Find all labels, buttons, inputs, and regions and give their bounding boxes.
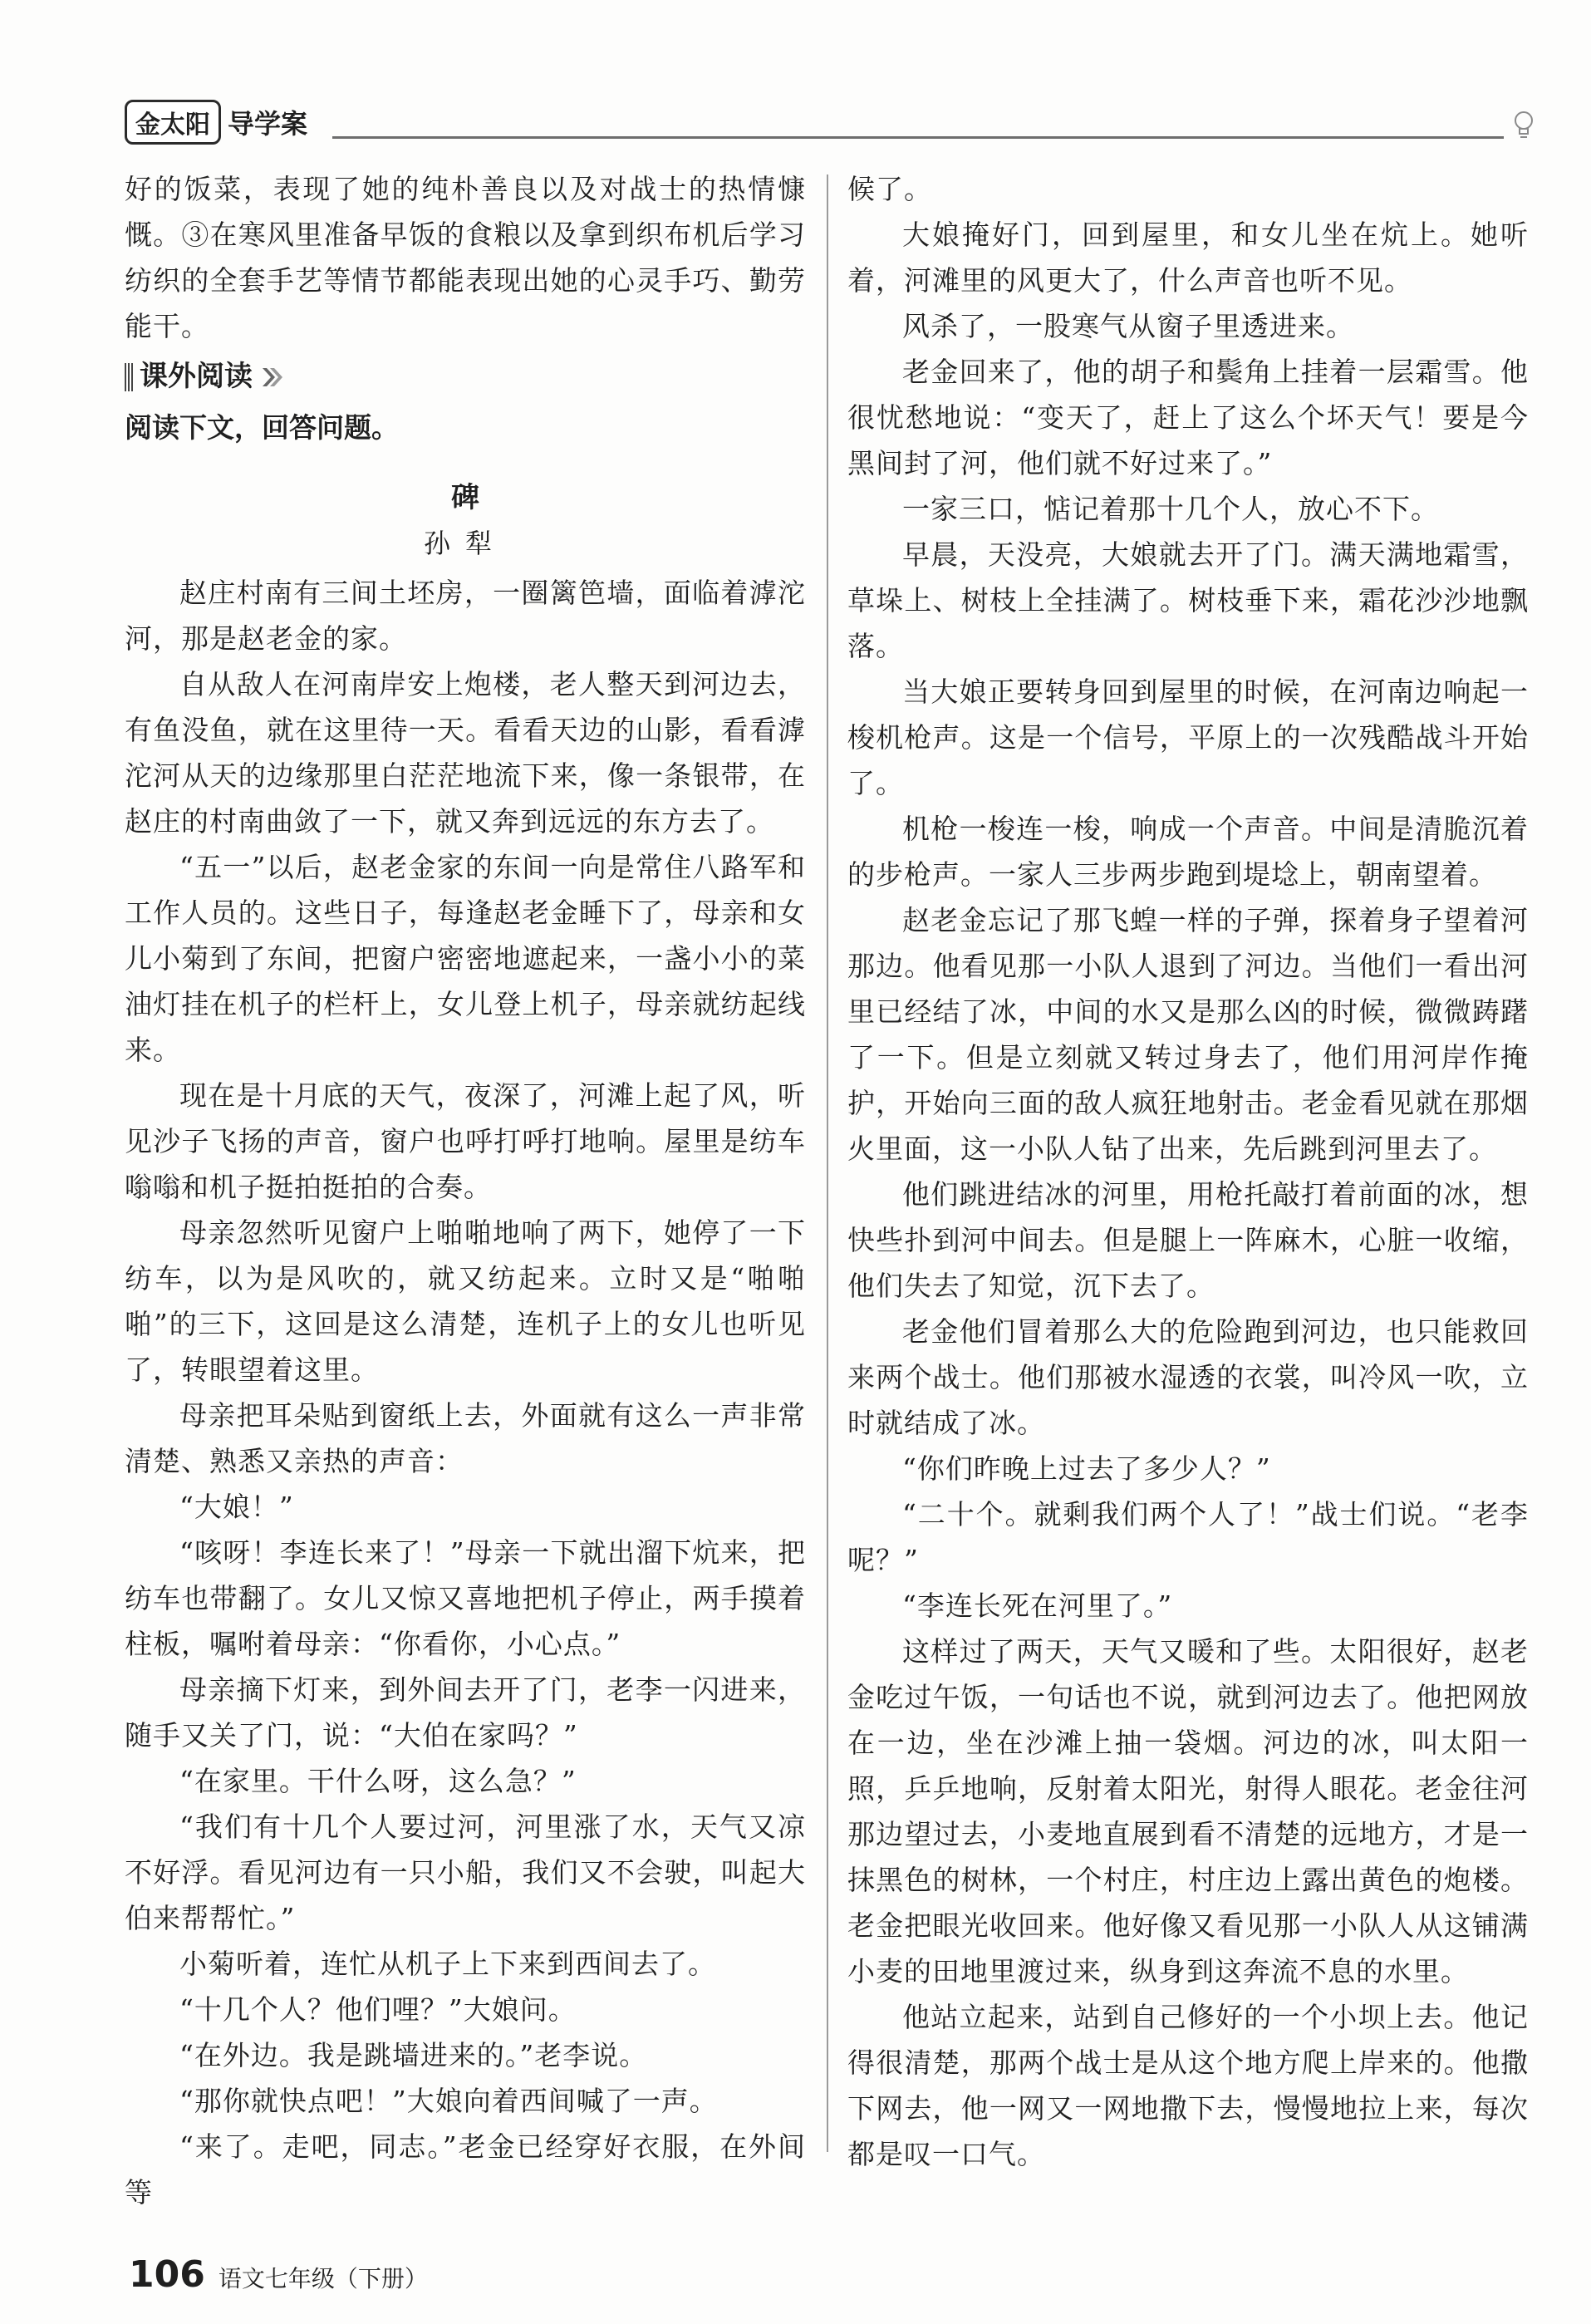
paragraph: 老金回来了，他的胡子和鬓角上挂着一层霜雪。他很忧愁地说：“变天了，赶上了这么个坏天气！要是今黑间封了河，他们就不好过来了。” <box>847 356 1529 479</box>
paragraph: “大娘！” <box>179 1491 294 1523</box>
section-bar-icon <box>125 363 133 391</box>
page-footer <box>129 2253 428 2296</box>
paragraph: “那你就快点吧！”大娘向着西间喊了一声。 <box>179 2085 718 2117</box>
paragraph: 他站立起来，站到自己修好的一个小坝上去。他记得很清楚，那两个战士是从这个地方爬上岸来的。他撒下网去，他一网又一网地撒下去，慢慢地拉上来，每次都是叹一口气。 <box>847 2001 1529 2170</box>
paragraph: 现在是十月底的天气，夜深了，河滩上起了风，听见沙子飞扬的声音，窗户也呼打呼打地响。屋里是纺车嗡嗡和机子挺拍挺拍的合奏。 <box>125 1079 806 1203</box>
story-title: 碑 <box>451 481 479 514</box>
double-chevron-icon <box>259 365 284 390</box>
paragraph: 一家三口，惦记着那十几个人，放心不下。 <box>902 493 1439 525</box>
paragraph: 他们跳进结冰的河里，用枪托敲打着前面的冰，想快些扑到河中间去。但是腿上一阵麻木，心脏一收缩，他们失去了知觉，沉下去了。 <box>847 1178 1529 1302</box>
lightbulb-icon <box>1510 108 1537 141</box>
paragraph: 当大娘正要转身回到屋里的时候，在河南边响起一梭机枪声。这是一个信号，平原上的一次残酷战斗开始了。 <box>847 676 1529 799</box>
story-author: 孙犁 <box>423 528 507 559</box>
paragraph: “十几个人？他们哩？”大娘问。 <box>179 1993 577 2026</box>
reading-instruction: 阅读下文，回答问题。 <box>125 411 399 444</box>
paragraph: “我们有十几个人要过河，河里涨了水，天气又凉不好浮。看见河边有一只小船，我们又不会驶，叫起大伯来帮帮忙。” <box>125 1811 806 1934</box>
paragraph: 母亲把耳朵贴到窗纸上去，外面就有这么一声非常清楚、熟悉又亲热的声音： <box>125 1399 806 1477</box>
paragraph: “在家里。干什么呀，这么急？” <box>179 1765 577 1797</box>
paragraph: “咳呀！李连长来了！”母亲一下就出溜下炕来，把纺车也带翻了。女儿又惊又喜地把机子停止，两手摸着柱板，嘱咐着母亲：“你看你，小心点。” <box>125 1536 806 1660</box>
paragraph: 老金他们冒着那么大的危险跑到河边，也只能救回来两个战士。他们那被水湿透的衣裳，叫冷风一吹，立时就结成了冰。 <box>847 1315 1529 1439</box>
paragraph: 小菊听着，连忙从机子上下来到西间去了。 <box>179 1948 716 1980</box>
intro-paragraph: 好的饭菜，表现了她的纯朴善良以及对战士的热情慷慨。③在寒风里准备早饭的食粮以及拿到织布机后学习纺织的全套手艺等情节都能表现出她的心灵手巧、勤劳能干。 <box>125 173 806 342</box>
paragraph: 母亲摘下灯来，到外间去开了门，老李一闪进来，随手又关了门，说：“大伯在家吗？” <box>125 1673 806 1752</box>
brand <box>125 100 307 145</box>
paragraph: 赵老金忘记了那飞蝗一样的子弹，探着身子望着河那边。他看见那一小队人退到了河边。当他们一看出河里已经结了冰，中间的水又是那么凶的时候，微微踌躇了一下。但是立刻就又转过身去了，他们用河岸作掩护，开始向三面的敌人疯狂地射击。老金看见就在那烟火里面，这一小队人钻了出来，先后跳到河里去了。 <box>847 904 1529 1165</box>
left-column <box>125 166 806 2215</box>
paragraph: “你们昨晚上过去了多少人？” <box>902 1452 1271 1485</box>
brand-subtitle: 导学案 <box>228 108 308 140</box>
page-number: 106 <box>129 2253 205 2296</box>
brand-logo: 金太阳 <box>125 100 221 145</box>
paragraph: “来了。走吧，同志。”老金已经穿好衣服，在外间等 <box>125 2130 806 2209</box>
book-title: 语文七年级（下册） <box>218 2265 428 2292</box>
paragraph: 这样过了两天，天气又暖和了些。太阳很好，赵老金吃过午饭，一句话也不说，就到河边去了。他把网放在一边，坐在沙滩上抽一袋烟。河边的冰，叫太阳一照，乒乒地响，反射着太阳光，射得人眼花。老金往河那边望过去，小麦地直展到看不清楚的远地方，才是一抹黑色的树林，一个村庄，村庄边上露出黄色的炮楼。老金把眼光收回来。他好像又看见那一小队人从这铺满小麦的田地里渡过来，纵身到这奔流不息的水里。 <box>847 1635 1529 1987</box>
paragraph: 早晨，天没亮，大娘就去开了门。满天满地霜雪，草垛上、树枝上全挂满了。树枝垂下来，霜花沙沙地飘落。 <box>847 538 1529 662</box>
paragraph: 机枪一梭连一梭，响成一个声音。中间是清脆沉着的步枪声。一家人三步两步跑到堤埝上，朝南望着。 <box>847 813 1529 891</box>
header-rule <box>332 136 1504 139</box>
paragraph: “五一”以后，赵老金家的东间一向是常住八路军和工作人员的。这些日子，每逢赵老金睡下了，母亲和女儿小菊到了东间，把窗户密密地遮起来，一盏小小的菜油灯挂在机子的栏杆上，女儿登上机子，母亲就纺起线来。 <box>125 851 806 1066</box>
right-column <box>847 166 1529 2177</box>
paragraph: 大娘掩好门，回到屋里，和女儿坐在炕上。她听着，河滩里的风更大了，什么声音也听不见。 <box>847 219 1529 297</box>
paragraph: “在外边。我是跳墙进来的。”老李说。 <box>179 2039 648 2071</box>
paragraph: “二十个。就剩我们两个人了！”战士们说。“老李呢？” <box>847 1498 1529 1576</box>
page-header <box>125 100 1537 150</box>
continued-line: 候了。 <box>847 173 932 205</box>
paragraph: 自从敌人在河南岸安上炮楼，老人整天到河边去，有鱼没鱼，就在这里待一天。看看天边的山影，看看滹沱河从天的边缘那里白茫茫地流下来，像一条银带，在赵庄的村南曲敛了一下，就又奔到远远的东方去了。 <box>125 668 806 838</box>
paragraph: 母亲忽然听见窗户上啪啪地响了两下，她停了一下纺车，以为是风吹的，就又纺起来。立时又是“啪啪啪”的三下，这回是这么清楚，连机子上的女儿也听见了，转眼望着这里。 <box>125 1216 806 1386</box>
section-title: 课外阅读 <box>140 360 253 393</box>
paragraph: “李连长死在河里了。” <box>902 1589 1173 1622</box>
paragraph: 风杀了，一股寒气从窗子里透进来。 <box>902 310 1354 342</box>
section-heading <box>125 354 806 400</box>
column-divider <box>827 174 828 2152</box>
paragraph: 赵庄村南有三间土坯房，一圈篱笆墙，面临着滹沱河，那是赵老金的家。 <box>125 577 806 655</box>
